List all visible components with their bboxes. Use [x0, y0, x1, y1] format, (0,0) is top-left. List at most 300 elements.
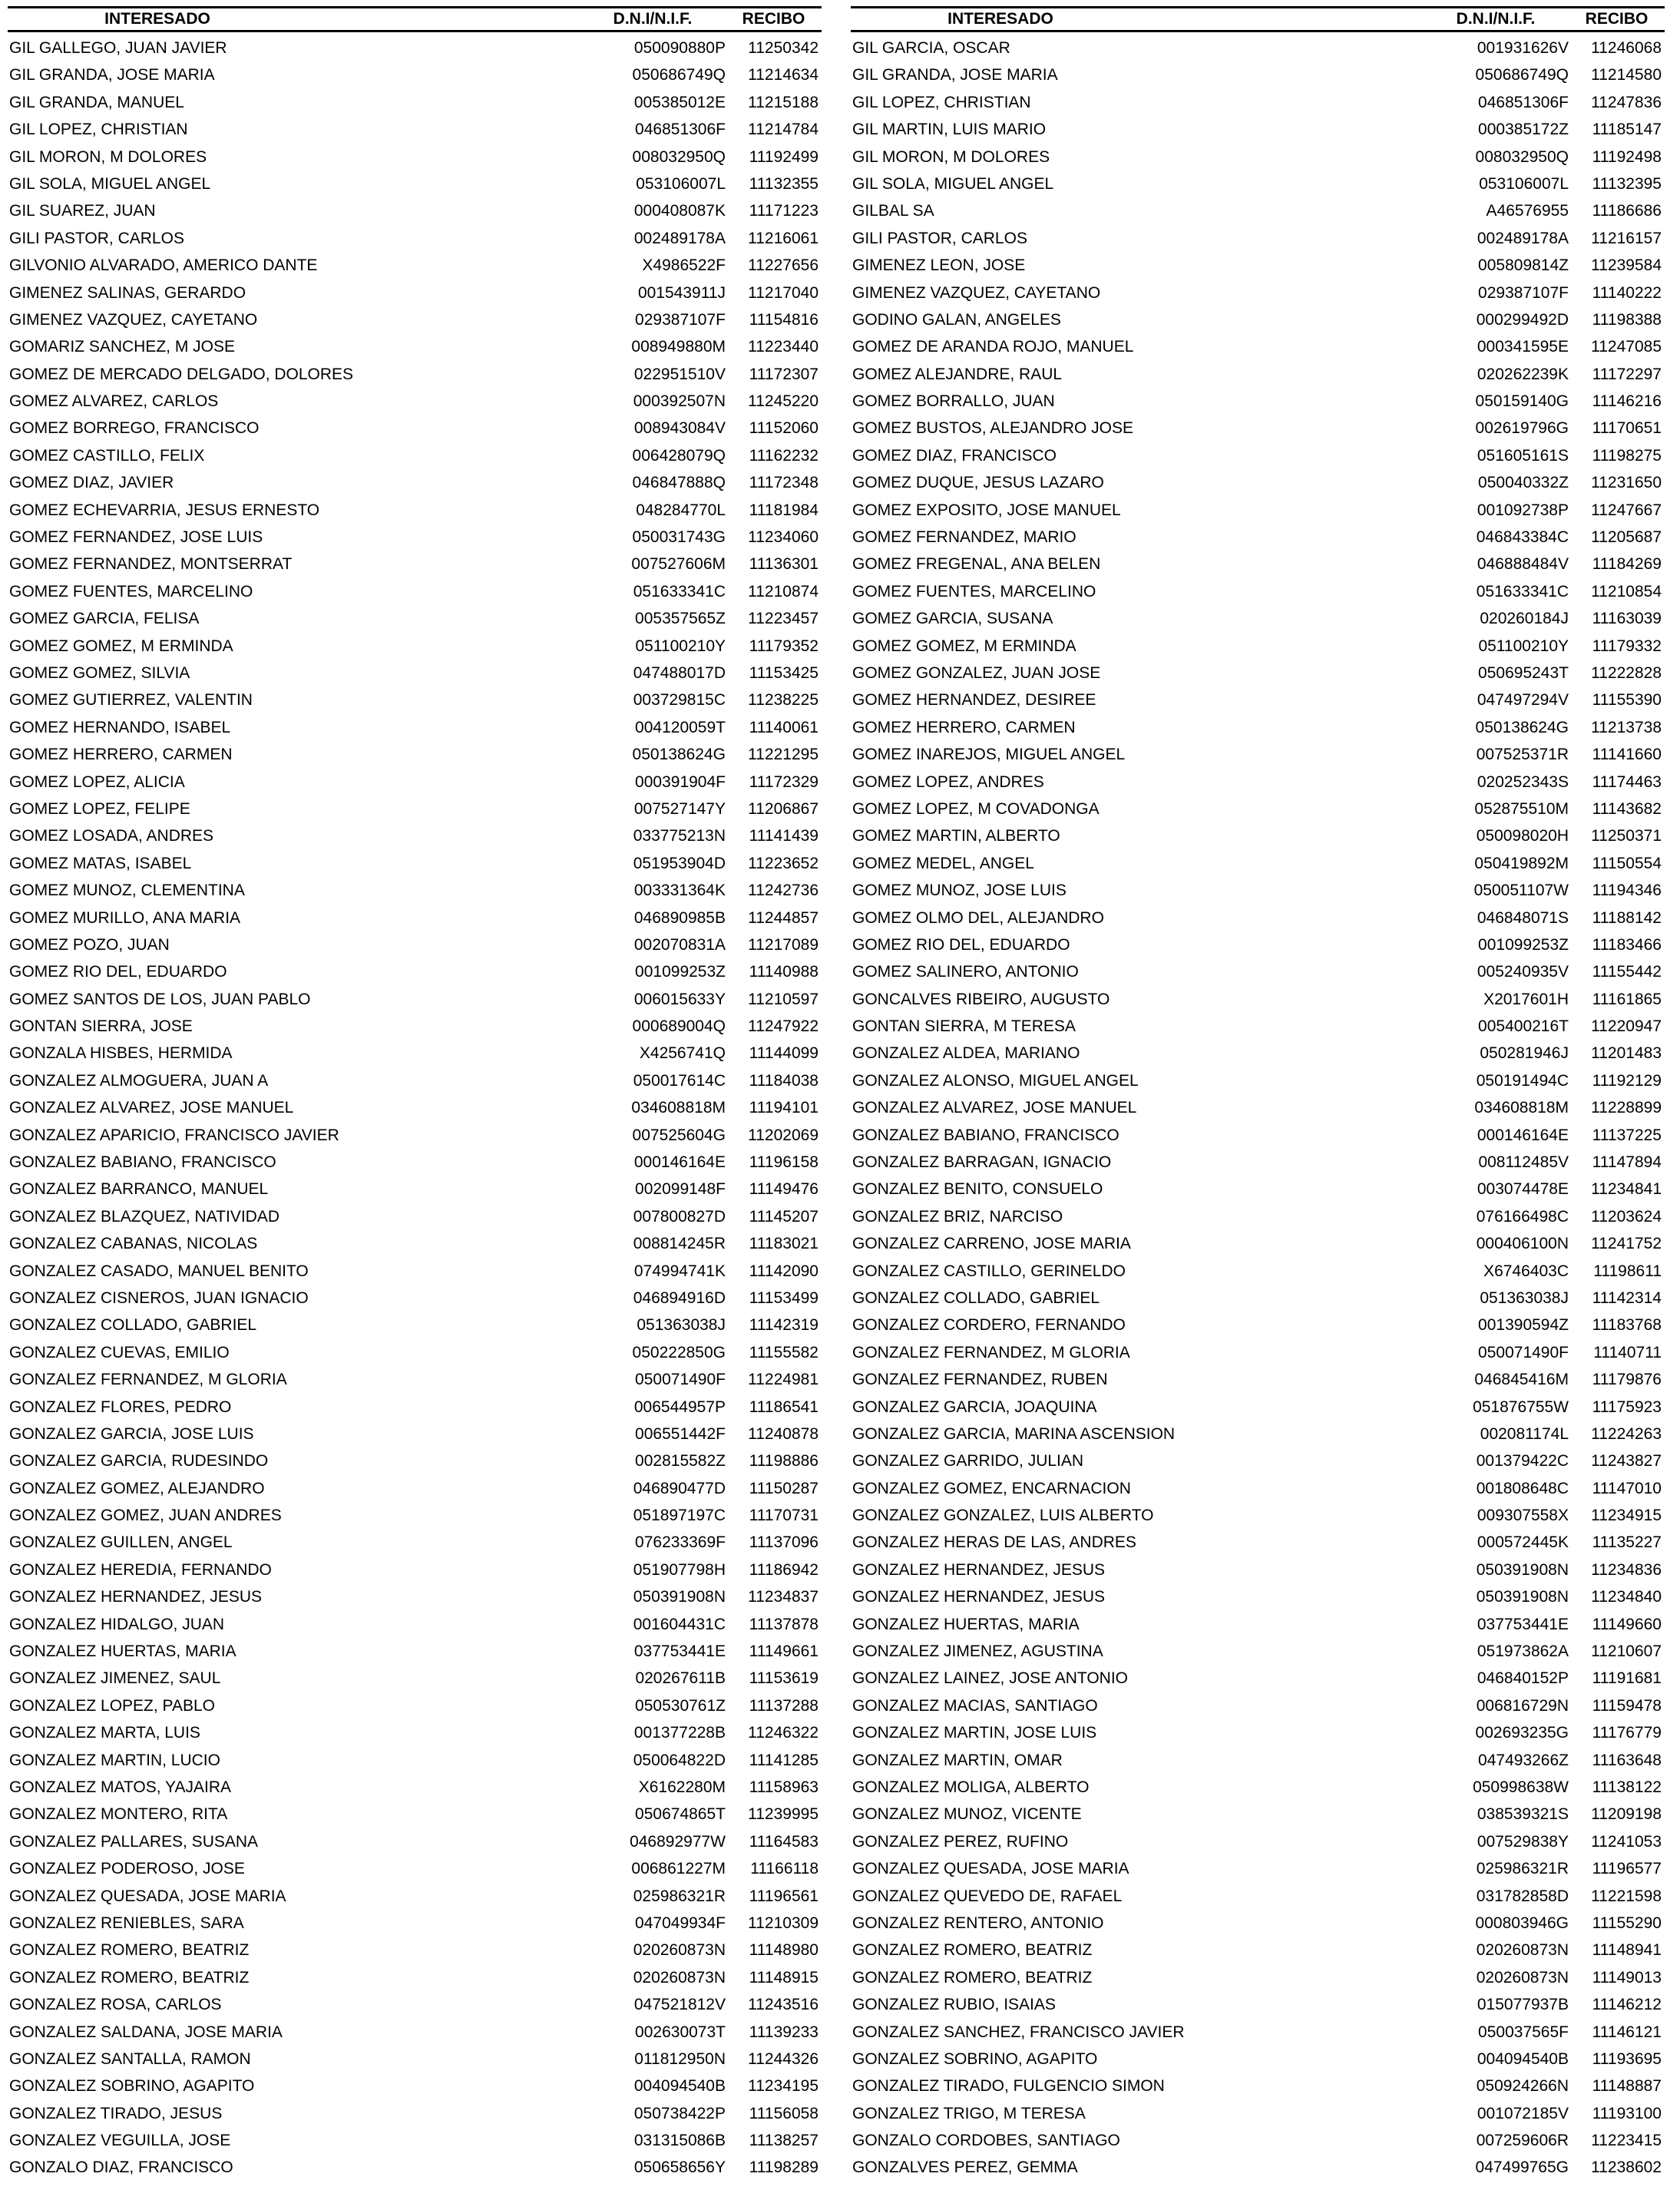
dni-cell: 046851306F: [635, 121, 726, 139]
table-row: [851, 1583, 1665, 1610]
interesado-table-left: [8, 6, 822, 2182]
recibo-cell: 11132395: [1592, 174, 1662, 193]
table-row: [851, 497, 1665, 524]
interesado-cell: GONZALEZ BABIANO, FRANCISCO: [852, 1126, 1119, 1144]
dni-cell: 050686749Q: [632, 66, 726, 84]
table-row: [851, 1149, 1665, 1176]
dni-cell: 003729815C: [633, 691, 726, 710]
col-header-interesado: INTERESADO: [947, 10, 1053, 28]
dni-cell: 001099253Z: [1478, 935, 1569, 954]
col-header-recibo: RECIBO: [1585, 10, 1649, 28]
dni-cell: 046843384C: [1476, 528, 1569, 547]
table-row: [851, 1991, 1665, 2018]
col-header-recibo: RECIBO: [742, 10, 805, 28]
recibo-cell: 11170651: [1592, 419, 1662, 438]
recibo-cell: 11192498: [1592, 147, 1662, 166]
table-row: [851, 361, 1665, 388]
table-row: [8, 89, 822, 116]
recibo-cell: 11154816: [749, 310, 819, 329]
interesado-cell: GONZALEZ GARCIA, MARINA ASCENSION: [852, 1424, 1176, 1443]
dni-cell: 000803946G: [1475, 1914, 1569, 1932]
table-row: [8, 1910, 822, 1937]
dni-cell: 046851306F: [1478, 93, 1569, 111]
interesado-cell: GOMEZ FUENTES, MARCELINO: [852, 582, 1096, 600]
recibo-cell: 11156058: [749, 2104, 819, 2122]
recibo-cell: 11186686: [1592, 202, 1662, 220]
recibo-cell: 11205687: [1591, 528, 1662, 547]
interesado-cell: GOMEZ GOMEZ, M ERMINDA: [9, 637, 233, 655]
table-row: [851, 822, 1665, 849]
table-row: [851, 35, 1665, 61]
dni-cell: 050138624G: [1475, 718, 1569, 736]
table-row: [851, 116, 1665, 143]
table-row: [851, 1285, 1665, 1312]
table-row: [8, 1611, 822, 1638]
interesado-cell: GONZALEZ BRIZ, NARCISO: [852, 1207, 1063, 1226]
interesado-cell: GOMEZ ALVAREZ, CARLOS: [9, 392, 219, 411]
interesado-cell: GOMEZ LOPEZ, M COVADONGA: [852, 799, 1100, 818]
dni-cell: 046845416M: [1474, 1371, 1569, 1389]
recibo-cell: 11170731: [749, 1507, 819, 1525]
recibo-cell: 11149661: [749, 1642, 819, 1661]
interesado-cell: GOMEZ FERNANDEZ, MONTSERRAT: [9, 555, 293, 574]
interesado-cell: GONZALEZ MATOS, YAJAIRA: [9, 1778, 232, 1796]
table-row: [851, 89, 1665, 116]
table-row: [8, 524, 822, 551]
recibo-cell: 11146121: [1592, 2023, 1662, 2041]
interesado-cell: GONZALEZ JIMENEZ, SAUL: [9, 1669, 221, 1688]
table-row: [8, 850, 822, 877]
recibo-cell: 11175923: [1592, 1398, 1662, 1416]
table-row: [8, 1312, 822, 1338]
dni-cell: 005809814Z: [1478, 256, 1569, 275]
recibo-cell: 11150554: [1592, 854, 1662, 872]
dni-cell: 008943084V: [633, 419, 726, 438]
table-row: [851, 1122, 1665, 1149]
recibo-cell: 11142319: [749, 1316, 819, 1335]
dni-cell: 000299492D: [1476, 310, 1569, 329]
dni-cell: 034608818M: [1474, 1099, 1569, 1117]
interesado-cell: GOMEZ BORRALLO, JUAN: [852, 392, 1055, 411]
interesado-cell: GONZALEZ CASADO, MANUEL BENITO: [9, 1262, 309, 1280]
dni-cell: 005240935V: [1477, 963, 1569, 981]
dni-cell: 050738422P: [633, 2104, 726, 2122]
table-row: [851, 1937, 1665, 1963]
table-row: [8, 497, 822, 524]
recibo-cell: 11194346: [1592, 882, 1662, 900]
interesado-cell: GIL SOLA, MIGUEL ANGEL: [852, 174, 1054, 193]
recibo-cell: 11135227: [1592, 1533, 1662, 1552]
table-row: [8, 1583, 822, 1610]
recibo-cell: 11234836: [1591, 1560, 1662, 1579]
recibo-cell: 11210597: [748, 990, 819, 1008]
interesado-cell: GIMENEZ LEON, JOSE: [852, 256, 1026, 275]
recibo-cell: 11179876: [1592, 1371, 1662, 1389]
dni-cell: 007529838Y: [1477, 1832, 1569, 1851]
interesado-cell: GONZALEZ RENTERO, ANTONIO: [852, 1914, 1104, 1932]
dni-cell: 008032950Q: [632, 147, 726, 166]
dni-cell: 007800827D: [633, 1207, 726, 1226]
recibo-cell: 11198275: [1592, 446, 1662, 465]
table-row: [851, 660, 1665, 686]
table-row: [8, 1529, 822, 1556]
interesado-cell: GONZALEZ MOLIGA, ALBERTO: [852, 1778, 1090, 1796]
table-row: [8, 1285, 822, 1312]
interesado-cell: GONZALEZ ROMERO, BEATRIZ: [9, 1941, 250, 1960]
table-row: [851, 524, 1665, 551]
table-row: [8, 1692, 822, 1719]
dni-cell: 037753441E: [633, 1642, 726, 1661]
recibo-cell: 11222828: [1591, 663, 1662, 682]
recibo-cell: 11239995: [748, 1805, 819, 1824]
interesado-cell: GONZALEZ CISNEROS, JUAN IGNACIO: [9, 1289, 309, 1307]
interesado-cell: GOMEZ HERRERO, CARMEN: [852, 718, 1076, 736]
interesado-cell: GONZALEZ PALLARES, SUSANA: [9, 1832, 259, 1851]
table-row: [8, 1774, 822, 1801]
interesado-cell: GOMEZ FREGENAL, ANA BELEN: [852, 555, 1101, 574]
recibo-cell: 11214634: [748, 66, 819, 84]
dni-cell: 000391904F: [635, 772, 726, 791]
table-row: [8, 1502, 822, 1529]
table-row: [8, 35, 822, 61]
interesado-cell: GONZALEZ CARRENO, JOSE MARIA: [852, 1235, 1131, 1253]
interesado-cell: GONTAN SIERRA, M TERESA: [852, 1017, 1076, 1036]
interesado-cell: GIMENEZ VAZQUEZ, CAYETANO: [852, 283, 1101, 302]
dni-cell: 000406100N: [1476, 1235, 1569, 1253]
dni-cell: 050222850G: [632, 1343, 726, 1361]
dni-cell: 047497294V: [1477, 691, 1569, 710]
interesado-cell: GONZALEZ MARTIN, OMAR: [852, 1751, 1063, 1769]
recibo-cell: 11203624: [1591, 1207, 1662, 1226]
recibo-cell: 11149013: [1592, 1968, 1662, 1987]
table-row: [851, 1611, 1665, 1638]
dni-cell: 004094540B: [633, 2077, 726, 2096]
dni-cell: 008949880M: [631, 338, 726, 356]
recibo-cell: 11184269: [1592, 555, 1662, 574]
recibo-cell: 11223457: [748, 610, 819, 628]
interesado-cell: GONZALEZ GARCIA, JOSE LUIS: [9, 1424, 254, 1443]
table-row: [851, 2046, 1665, 2073]
table-row: [851, 741, 1665, 768]
dni-cell: 020252343S: [1477, 772, 1569, 791]
recibo-cell: 11196158: [749, 1153, 819, 1172]
dni-cell: 051100210Y: [635, 637, 726, 655]
table-row: [8, 1964, 822, 1991]
table-row: [8, 252, 822, 279]
interesado-cell: GONZALEZ TRIGO, M TERESA: [852, 2104, 1086, 2122]
recibo-cell: 11238225: [748, 691, 819, 710]
recibo-cell: 11241752: [1591, 1235, 1662, 1253]
table-row: [8, 1638, 822, 1665]
interesado-cell: GONZALEZ BENITO, CONSUELO: [852, 1180, 1103, 1199]
dni-cell: 046890477D: [633, 1479, 726, 1497]
table-row: [8, 1094, 822, 1121]
dni-cell: 006428079Q: [632, 446, 726, 465]
dni-cell: 051633341C: [633, 582, 726, 600]
recibo-cell: 11247085: [1591, 338, 1662, 356]
table-row: [851, 850, 1665, 877]
recibo-cell: 11240878: [748, 1424, 819, 1443]
dni-cell: 050419892M: [1474, 854, 1569, 872]
table-row: [851, 1529, 1665, 1556]
interesado-cell: GOMEZ GOMEZ, SILVIA: [9, 663, 190, 682]
dni-cell: 000689004Q: [632, 1017, 726, 1036]
table-row: [8, 1366, 822, 1393]
dni-cell: 002489178A: [1477, 229, 1569, 247]
dni-cell: 047049934F: [635, 1914, 726, 1932]
table-row: [8, 1122, 822, 1149]
recibo-cell: 11179332: [1592, 637, 1662, 655]
table-row: [851, 333, 1665, 360]
interesado-cell: GONZALEZ COLLADO, GABRIEL: [9, 1316, 257, 1335]
recibo-cell: 11215188: [748, 93, 819, 111]
recibo-cell: 11242736: [748, 882, 819, 900]
dni-cell: 029387107F: [635, 310, 726, 329]
dni-cell: 003331364K: [633, 882, 726, 900]
interesado-cell: GONZALO CORDOBES, SANTIAGO: [852, 2132, 1120, 2150]
table-row: [8, 905, 822, 931]
recibo-cell: 11196577: [1592, 1860, 1662, 1878]
recibo-cell: 11186942: [749, 1560, 819, 1579]
dni-cell: 050695243T: [1478, 663, 1569, 682]
interesado-cell: GOMEZ GARCIA, FELISA: [9, 610, 200, 628]
table-row: [851, 986, 1665, 1013]
recibo-cell: 11176779: [1592, 1724, 1662, 1742]
recibo-cell: 11198388: [1592, 310, 1662, 329]
dni-cell: X6746403C: [1483, 1262, 1569, 1280]
dni-cell: 046848071S: [1477, 908, 1569, 927]
recibo-cell: 11181984: [749, 501, 819, 519]
dni-cell: 020267611B: [635, 1669, 726, 1688]
dni-cell: 050674865T: [635, 1805, 726, 1824]
interesado-cell: GONZALEZ GONZALEZ, LUIS ALBERTO: [852, 1507, 1154, 1525]
recibo-cell: 11234195: [748, 2077, 819, 2096]
interesado-cell: GIL MORON, M DOLORES: [852, 147, 1050, 166]
interesado-cell: GONZALEZ HEREDIA, FERNANDO: [9, 1560, 272, 1579]
dni-cell: 005385012E: [633, 93, 726, 111]
recibo-cell: 11223440: [748, 338, 819, 356]
dni-cell: 046840152P: [1477, 1669, 1569, 1688]
table-row: [851, 1447, 1665, 1474]
dni-cell: 002693235G: [1475, 1724, 1569, 1742]
dni-cell: 000385172Z: [1478, 121, 1569, 139]
table-row: [851, 170, 1665, 197]
table-row: [8, 986, 822, 1013]
table-row: [8, 1747, 822, 1774]
dni-cell: X4256741Q: [639, 1044, 726, 1063]
interesado-cell: GONZALEZ MONTERO, RITA: [9, 1805, 228, 1824]
interesado-cell: GOMEZ MEDEL, ANGEL: [852, 854, 1034, 872]
recibo-cell: 11209198: [1591, 1805, 1662, 1824]
table-row: [8, 144, 822, 170]
recibo-cell: 11140988: [749, 963, 819, 981]
table-row: [851, 905, 1665, 931]
interesado-cell: GONZALEZ ROMERO, BEATRIZ: [852, 1941, 1093, 1960]
dni-cell: 002815582Z: [635, 1452, 726, 1470]
table-row: [851, 1665, 1665, 1692]
dni-cell: 002489178A: [633, 229, 726, 247]
interesado-cell: GONZALEZ MARTIN, LUCIO: [9, 1751, 220, 1769]
dni-cell: 007525371R: [1476, 746, 1569, 764]
interesado-cell: GONZALEZ PEREZ, RUFINO: [852, 1832, 1069, 1851]
recibo-cell: 11193100: [1592, 2104, 1662, 2122]
dni-cell: 020260873N: [1476, 1968, 1569, 1987]
recibo-cell: 11221295: [748, 746, 819, 764]
recibo-cell: 11149660: [1592, 1615, 1662, 1633]
dni-cell: 020260184J: [1480, 610, 1569, 628]
recibo-cell: 11247836: [1591, 93, 1662, 111]
recibo-cell: 11136301: [749, 555, 819, 574]
interesado-cell: GONZALEZ CABANAS, NICOLAS: [9, 1235, 258, 1253]
table-row: [8, 442, 822, 469]
dni-cell: 050924266N: [1476, 2077, 1569, 2096]
recibo-cell: 11141285: [749, 1751, 819, 1769]
dni-cell: 007525604G: [632, 1126, 726, 1144]
dni-cell: 008112485V: [1478, 1153, 1569, 1172]
interesado-cell: GOMEZ ALEJANDRE, RAUL: [852, 365, 1063, 383]
table-row: [851, 1855, 1665, 1882]
recibo-cell: 11179352: [749, 637, 819, 655]
interesado-cell: GONZALEZ CUEVAS, EMILIO: [9, 1343, 230, 1361]
recibo-cell: 11132355: [749, 174, 819, 193]
dni-cell: 050191494C: [1476, 1071, 1569, 1090]
recibo-cell: 11234060: [748, 528, 819, 547]
dni-cell: 050098020H: [1476, 827, 1569, 845]
table-row: [851, 2073, 1665, 2099]
recibo-cell: 11137096: [749, 1533, 819, 1552]
table-row: [8, 1067, 822, 1094]
table-row: [8, 1665, 822, 1692]
recibo-cell: 11192129: [1592, 1071, 1662, 1090]
dni-cell: 007527147Y: [633, 799, 726, 818]
dni-cell: 002619796G: [1475, 419, 1569, 438]
interesado-cell: GONZALEZ LOPEZ, PABLO: [9, 1696, 216, 1715]
interesado-cell: GONZALEZ SALDANA, JOSE MARIA: [9, 2023, 283, 2041]
interesado-cell: GIL GRANDA, JOSE MARIA: [9, 66, 215, 84]
interesado-cell: GONZALEZ SANTALLA, RAMON: [9, 2049, 251, 2068]
recibo-cell: 11194101: [749, 1099, 819, 1117]
interesado-cell: GILVONIO ALVARADO, AMERICO DANTE: [9, 256, 318, 275]
table-row: [8, 605, 822, 632]
interesado-cell: GONZALVES PEREZ, GEMMA: [852, 2159, 1078, 2177]
interesado-cell: GOMEZ GARCIA, SUSANA: [852, 610, 1053, 628]
interesado-cell: GONZALEZ QUESADA, JOSE MARIA: [852, 1860, 1129, 1878]
table-row: [8, 1991, 822, 2018]
table-row: [851, 144, 1665, 170]
table-row: [8, 415, 822, 442]
recibo-cell: 11139233: [749, 2023, 819, 2041]
dni-cell: 031782858D: [1476, 1887, 1569, 1905]
interesado-cell: GOMEZ LOPEZ, ALICIA: [9, 772, 185, 791]
interesado-cell: GOMEZ FUENTES, MARCELINO: [9, 582, 253, 600]
table-row: [851, 1230, 1665, 1257]
table-row: [851, 1094, 1665, 1121]
interesado-cell: GONZALEZ ALVAREZ, JOSE MANUEL: [9, 1099, 294, 1117]
dni-cell: 074994741K: [633, 1262, 726, 1280]
table-row: [851, 1312, 1665, 1338]
recibo-cell: 11202069: [748, 1126, 819, 1144]
dni-cell: X4986522F: [642, 256, 726, 275]
dni-cell: 025986321R: [633, 1887, 726, 1905]
recibo-cell: 11184038: [749, 1071, 819, 1090]
dni-cell: 025986321R: [1476, 1860, 1569, 1878]
recibo-cell: 11224263: [1591, 1424, 1662, 1443]
interesado-cell: GONZALEZ HERAS DE LAS, ANDRES: [852, 1533, 1136, 1552]
interesado-cell: GIL GALLEGO, JUAN JAVIER: [9, 39, 227, 57]
table-row: [8, 2100, 822, 2127]
interesado-cell: GONZALEZ RENIEBLES, SARA: [9, 1914, 244, 1932]
table-row: [8, 280, 822, 306]
col-header-dni: D.N.I/N.I.F.: [613, 10, 693, 28]
dni-cell: 001099253Z: [635, 963, 726, 981]
recibo-cell: 11234915: [1591, 1507, 1662, 1525]
table-row: [851, 1394, 1665, 1421]
interesado-cell: GONZALEZ FERNANDEZ, M GLORIA: [852, 1343, 1130, 1361]
table-row: [8, 1475, 822, 1502]
table-row: [851, 1964, 1665, 1991]
recibo-cell: 11214580: [1591, 66, 1662, 84]
dni-cell: 006551442F: [635, 1424, 726, 1443]
recibo-cell: 11137288: [749, 1696, 819, 1715]
table-row: [8, 796, 822, 822]
interesado-cell: GONCALVES RIBEIRO, AUGUSTO: [852, 990, 1110, 1008]
table-row: [851, 796, 1665, 822]
interesado-cell: GILI PASTOR, CARLOS: [9, 229, 184, 247]
dni-cell: 050064822D: [633, 1751, 726, 1769]
dni-cell: 050391908N: [1476, 1588, 1569, 1606]
dni-cell: 076166498C: [1476, 1207, 1569, 1226]
table-row: [851, 1040, 1665, 1067]
interesado-cell: GONZALEZ HUERTAS, MARIA: [9, 1642, 236, 1661]
interesado-cell: GIL MARTIN, LUIS MARIO: [852, 121, 1047, 139]
recibo-cell: 11201483: [1591, 1044, 1662, 1063]
table-row: [8, 1719, 822, 1746]
interesado-cell: GOMEZ FERNANDEZ, JOSE LUIS: [9, 528, 263, 547]
interesado-cell: GONZALEZ CASTILLO, GERINELDO: [852, 1262, 1126, 1280]
recibo-cell: 11192499: [749, 147, 819, 166]
interesado-cell: GONZALEZ CORDERO, FERNANDO: [852, 1316, 1126, 1335]
dni-cell: 046847888Q: [632, 474, 726, 492]
interesado-cell: GONZALEZ MUNOZ, VICENTE: [852, 1805, 1082, 1824]
table-row: [851, 306, 1665, 333]
interesado-cell: GOMEZ SANTOS DE LOS, JUAN PABLO: [9, 990, 311, 1008]
table-row: [851, 415, 1665, 442]
recibo-cell: 11163648: [1592, 1751, 1662, 1769]
dni-cell: 001377228B: [633, 1724, 726, 1742]
dni-cell: 002099148F: [635, 1180, 726, 1199]
interesado-cell: GONZALEZ ALDEA, MARIANO: [852, 1044, 1080, 1063]
recibo-cell: 11250371: [1591, 827, 1662, 845]
recibo-cell: 11241053: [1591, 1832, 1662, 1851]
interesado-cell: GONZALEZ BLAZQUEZ, NATIVIDAD: [9, 1207, 279, 1226]
recibo-cell: 11148887: [1592, 2077, 1662, 2096]
interesado-cell: GONZALEZ GUILLEN, ANGEL: [9, 1533, 233, 1552]
recibo-cell: 11246322: [748, 1724, 819, 1742]
table-row: [8, 197, 822, 224]
table-row: [851, 1475, 1665, 1502]
dni-cell: 050998638W: [1473, 1778, 1569, 1796]
interesado-cell: GONZALEZ HERNANDEZ, JESUS: [852, 1588, 1106, 1606]
table-row: [8, 1149, 822, 1176]
recibo-cell: 11193695: [1592, 2049, 1662, 2068]
interesado-cell: GOMEZ INAREJOS, MIGUEL ANGEL: [852, 746, 1126, 764]
dni-cell: 001072185V: [1477, 2104, 1569, 2122]
dni-cell: 000572445K: [1477, 1533, 1569, 1552]
dni-cell: 033775213N: [633, 827, 726, 845]
recibo-cell: 11191681: [1592, 1669, 1662, 1688]
recibo-cell: 11238602: [1591, 2159, 1662, 2177]
recibo-cell: 11220947: [1591, 1017, 1662, 1036]
